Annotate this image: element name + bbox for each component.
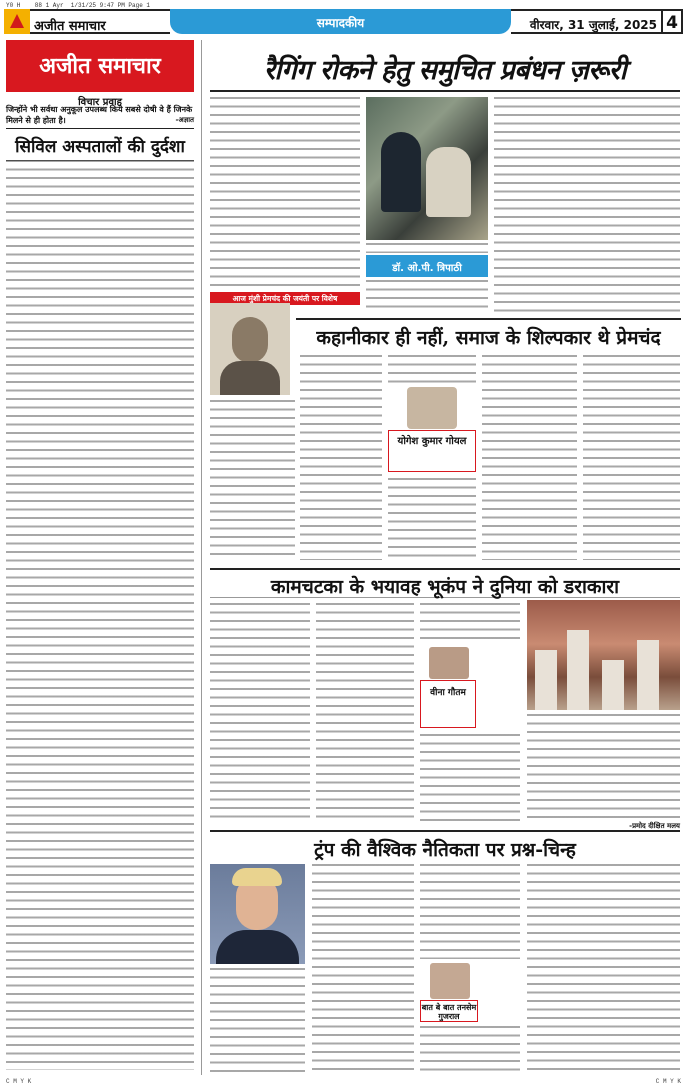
- earthquake-headline: कामचटका के भयावह भूकंप ने दुनिया को डराकारा: [210, 568, 680, 598]
- section-title: सम्पादकीय: [170, 9, 511, 34]
- column-divider: [201, 40, 202, 1075]
- earthquake-signature: -प्रमोद दीक्षित मलय: [629, 822, 680, 830]
- earthquake-author: वीना गौतम: [430, 688, 466, 698]
- earthquake-photo: [527, 600, 680, 710]
- author-photo: [407, 387, 457, 429]
- trump-body-col4: [527, 864, 680, 1073]
- quote-box: [6, 104, 194, 126]
- premchand-body-col5: [583, 355, 680, 560]
- premchand-kicker: आज मुंशी प्रेमचंद की जयंती पर विशेष: [210, 292, 360, 305]
- premchand-body-col3b: [388, 478, 476, 560]
- divider: [6, 128, 194, 129]
- brand-logo-icon: [4, 9, 30, 34]
- header-paper-name: अजीत समाचार: [30, 9, 170, 34]
- issue-date: वीरवार, 31 जुलाई, 2025: [511, 9, 661, 34]
- ragging-caption: [366, 243, 488, 253]
- ragging-body-col2: [366, 280, 488, 310]
- ragging-author: डॉ. ओ.पी. त्रिपाठी: [366, 255, 488, 277]
- page-number: 4: [661, 9, 683, 34]
- footer-left-marks: C M Y K: [6, 1078, 32, 1085]
- premchand-author-box: [388, 430, 476, 472]
- ragging-body-col1: [210, 97, 360, 287]
- trump-author-box: [420, 1000, 478, 1022]
- page-header: [4, 9, 683, 34]
- earthquake-author-box: [420, 680, 476, 728]
- trump-body-col3b: [420, 1026, 520, 1073]
- masthead-subtitle: विचार प्रवाह: [78, 97, 122, 108]
- ragging-headline: रैगिंग रोकने हेतु समुचित प्रबंधन ज़रूरी: [210, 40, 680, 92]
- premchand-photo: [210, 303, 290, 395]
- trump-body-col2: [312, 864, 414, 1073]
- quote-author: -अज्ञात: [175, 116, 194, 124]
- author-photo: [430, 963, 470, 999]
- trump-headline: ट्रंप की वैश्विक नैतिकता पर प्रश्न-चिन्ह: [210, 830, 680, 860]
- earthquake-body-col1: [210, 603, 310, 823]
- earthquake-body-col3b: [420, 734, 520, 823]
- masthead-title: अजीत समाचार: [6, 40, 194, 92]
- premchand-body-col4: [482, 355, 577, 560]
- premchand-headline: कहानीकार ही नहीं, समाज के शिल्पकार थे प्रेमचंद: [296, 318, 681, 350]
- earthquake-body-col4: [527, 714, 680, 819]
- trump-photo: [210, 864, 305, 964]
- print-slug: Y0 H 88 1 Ayr 1/31/25 9:47 PM Page 1: [6, 2, 151, 9]
- trump-body-col1: [210, 968, 305, 1073]
- footer-right-marks: C M Y K: [655, 1078, 681, 1085]
- premchand-body-col2: [300, 355, 382, 560]
- trump-body-col3a: [420, 864, 520, 959]
- editorial-title: सिविल अस्पतालों की दुर्दशा: [6, 134, 194, 161]
- earthquake-body-col2: [316, 603, 414, 823]
- premchand-body-col1: [210, 400, 295, 560]
- quote-text: जिन्होंने भी सर्वथा अनुकूल उपलब्ध किये सबसे दोषी वे हैं जिनके मिलने से ही होता है।: [6, 105, 193, 125]
- premchand-body-col3a: [388, 355, 476, 383]
- editorial-body: [6, 160, 194, 1070]
- author-photo: [429, 647, 469, 679]
- ragging-body-col3: [494, 97, 680, 312]
- premchand-author: योगेश कुमार गोयल: [397, 436, 467, 447]
- earthquake-body-col3a: [420, 603, 520, 643]
- trump-author: बात बे बात तनसेम गुजराल: [421, 1003, 477, 1021]
- ragging-photo: [366, 97, 488, 240]
